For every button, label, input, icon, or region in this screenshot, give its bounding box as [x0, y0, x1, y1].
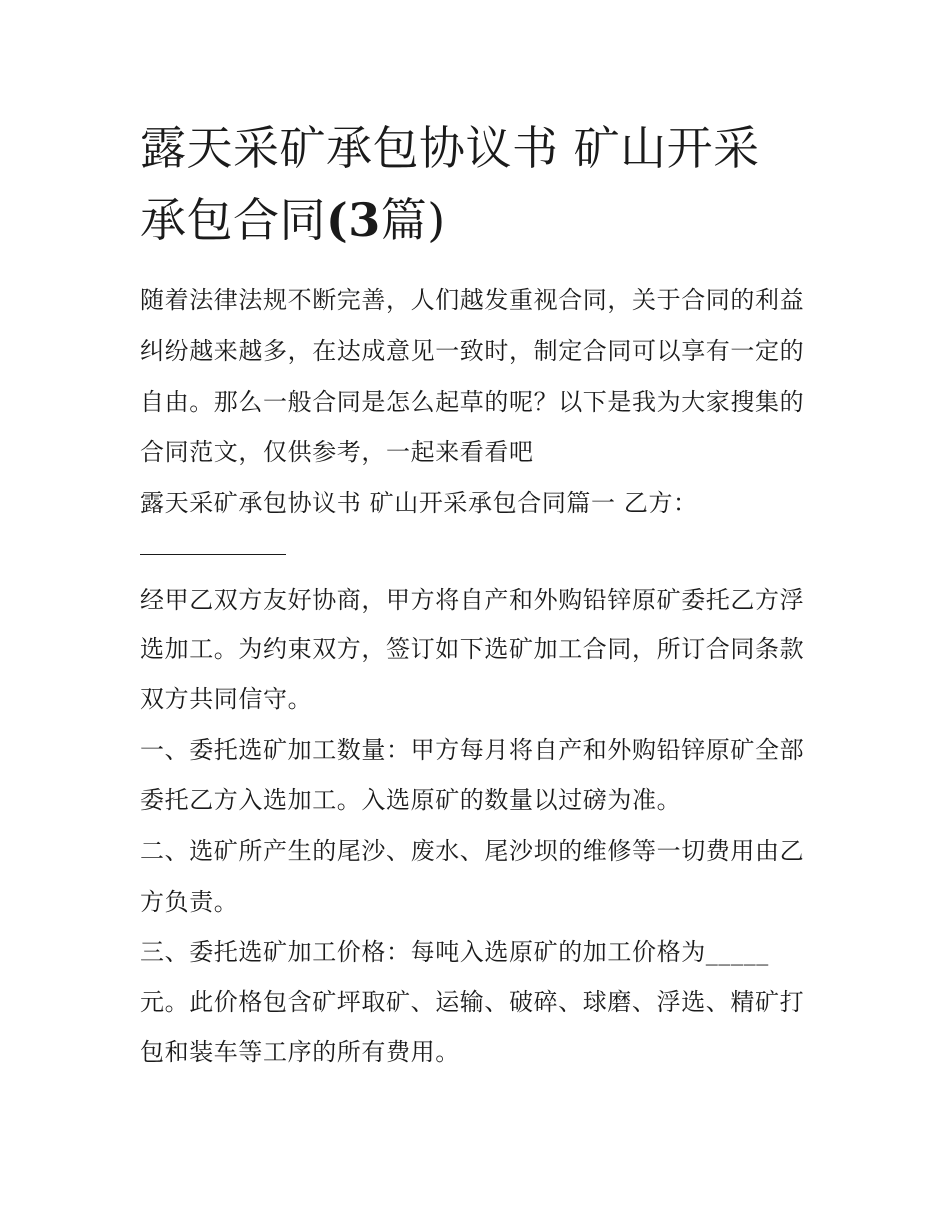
title-count: (3 — [326, 193, 381, 247]
intro-line-4: 合同范文，仅供参考，一起来看看吧 — [140, 438, 534, 466]
title-line-2-prefix: 承包合同 — [140, 193, 326, 247]
intro-line-1: 随着法律法规不断完善，人们越发重视合同，关于合同的利益 — [140, 286, 805, 314]
body-line-1: 经甲乙双方友好协商，甲方将自产和外购铅锌原矿委托乙方浮 — [140, 586, 805, 614]
clause-3-line-1: 三、委托选矿加工价格：每吨入选原矿的加工价格为_____ — [140, 938, 769, 966]
document-title — [140, 112, 820, 256]
title-line-2-suffix: 篇) — [380, 193, 446, 247]
clause-3-line-2: 元。此价格包含矿坪取矿、运输、破碎、球磨、浮选、精矿打 — [140, 988, 805, 1016]
title-line-1: 露天采矿承包协议书 矿山开采 — [140, 121, 760, 175]
clause-1-line-2: 委托乙方入选加工。入选原矿的数量以过磅为准。 — [140, 786, 682, 814]
party-b-blank-line — [140, 554, 286, 555]
document-page — [140, 0, 820, 1229]
clause-3-line-3: 包和装车等工序的所有费用。 — [140, 1038, 460, 1066]
clause-1-line-1: 一、委托选矿加工数量：甲方每月将自产和外购铅锌原矿全部 — [140, 736, 805, 764]
clause-2-line-1: 二、选矿所产生的尾沙、废水、尾沙坝的维修等一切费用由乙 — [140, 837, 805, 865]
body-line-3: 双方共同信守。 — [140, 685, 313, 713]
intro-line-2: 纠纷越来越多，在达成意见一致时，制定合同可以享有一定的 — [140, 337, 805, 365]
clause-2-line-2: 方负责。 — [140, 888, 239, 916]
intro-line-3: 自由。那么一般合同是怎么起草的呢？以下是我为大家搜集的 — [140, 388, 805, 416]
section-heading-line: 露天采矿承包协议书 矿山开采承包合同篇一 乙方： — [140, 489, 698, 517]
body-line-2: 选加工。为约束双方，签订如下选矿加工合同，所订合同条款 — [140, 635, 805, 663]
